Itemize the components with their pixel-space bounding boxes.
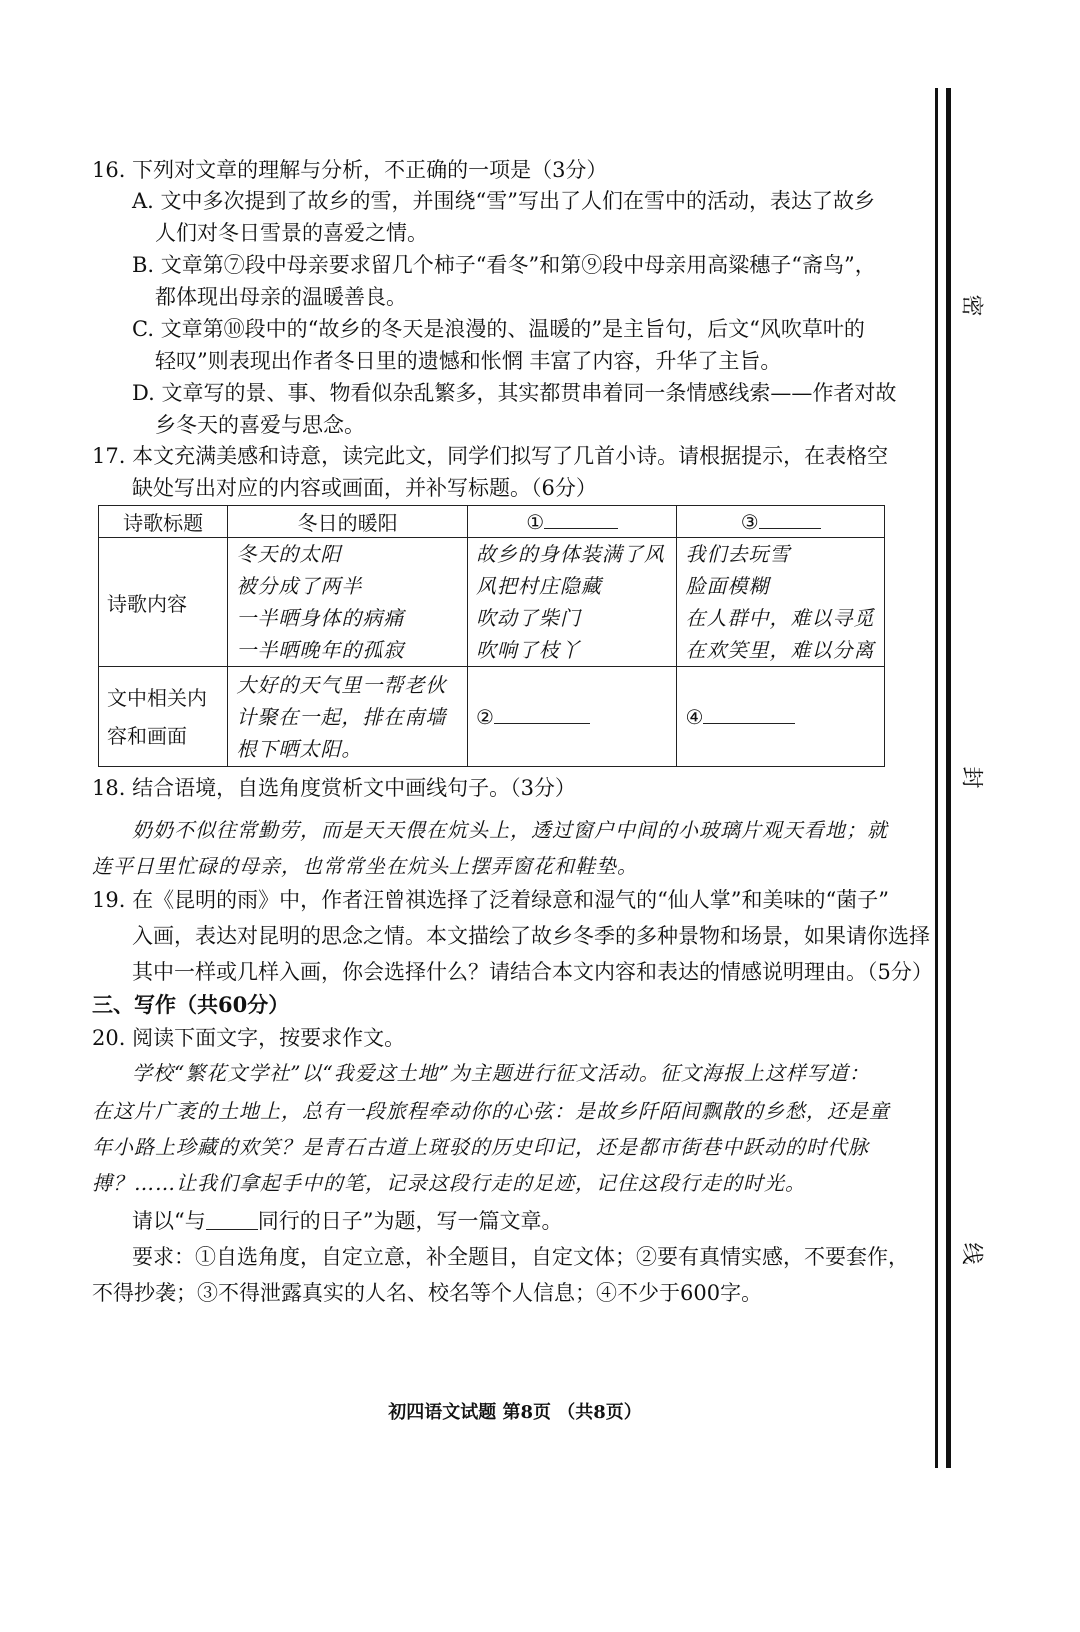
title-blank[interactable] — [206, 1211, 258, 1230]
page-footer: 初四语文试题 第8页 （共8页） — [388, 1402, 642, 1423]
q19-line3: 其中一样或几样入画，你会选择什么？请结合本文内容和表达的情感说明理由。（5分） — [132, 960, 933, 984]
q18-quote-line1: 奶奶不似往常勤劳，而是天天偎在炕头上，透过窗户中间的小玻璃片观天看地；就 — [132, 818, 888, 842]
poem-table-header-row — [99, 506, 885, 538]
q16-stem: 16. 下列对文章的理解与分析，不正确的一项是（3分） — [92, 158, 608, 182]
related-content-row — [99, 667, 885, 767]
q20-title-instruction: 请以“与 同行的日子”为题，写一篇文章。 — [132, 1209, 563, 1233]
answer-blank-4[interactable] — [703, 705, 795, 724]
q17-stem-line2: 缺处写出对应的内容或画面，并补写标题。（6分） — [132, 476, 597, 500]
seal-mark-mi: 密 — [958, 294, 984, 317]
poem-2-content: 故乡的身体装满了风 风把村庄隐藏 吹动了柴门 吹响了枝丫 — [467, 538, 677, 667]
q20-requirements-line2: 不得抄袭；③不得泄露真实的人名、校名等个人信息；④不少于600字。 — [92, 1281, 763, 1305]
q16-option-a-line2: 人们对冬日雪景的喜爱之情。 — [155, 221, 428, 245]
binding-line-inner — [935, 88, 938, 1468]
row-label-poem-content: 诗歌内容 — [99, 538, 228, 667]
row-label-related-content: 文中相关内 容和画面 — [99, 667, 228, 767]
section-3-heading: 三、写作（共60分） — [92, 992, 290, 1017]
q16-option-d-line2: 乡冬天的喜爱与思念。 — [155, 413, 365, 437]
q19-line2: 入画，表达对昆明的思念之情。本文描绘了故乡冬季的多种景物和场景，如果请你选择 — [132, 924, 930, 948]
q20-prompt-line1: 学校“繁花文学社”以“我爱这土地”为主题进行征文活动。征文海报上这样写道： — [132, 1061, 870, 1085]
poem-table — [98, 505, 885, 767]
answer-blank-2[interactable] — [494, 705, 590, 724]
q20-stem: 20. 阅读下面文字，按要求作文。 — [92, 1026, 406, 1050]
q20-prompt-line3: 年小路上珍藏的欢笑？是青石古道上斑驳的历史印记，还是都市街巷中跃动的时代脉 — [92, 1135, 869, 1159]
binding-line-outer — [946, 88, 951, 1468]
header-poem-title: 诗歌标题 — [99, 506, 228, 538]
answer-blank-1[interactable] — [544, 510, 618, 529]
header-blank-1: ① — [467, 506, 677, 538]
q16-option-d-line1: D. 文章写的景、事、物看似杂乱繁多，其实都贯串着同一条情感线索——作者对故 — [132, 381, 897, 405]
q20-prompt-line4: 搏？……让我们拿起手中的笔，记录这段行走的足迹，记住这段行走的时光。 — [92, 1171, 806, 1195]
q20-prompt-line2: 在这片广袤的土地上，总有一段旅程牵动你的心弦：是故乡阡陌间飘散的乡愁，还是童 — [92, 1099, 890, 1123]
header-blank-3: ③ — [677, 506, 885, 538]
q19-line1: 19. 在《昆明的雨》中，作者汪曾祺选择了泛着绿意和湿气的“仙人掌”和美味的“菌子” — [92, 888, 890, 912]
related-scene-1: 大好的天气里一帮老伙 计聚在一起，排在南墙 根下晒太阳。 — [228, 667, 468, 767]
seal-mark-xian: 线 — [958, 1242, 984, 1265]
q17-stem-line1: 17. 本文充满美感和诗意，读完此文，同学们拟写了几首小诗。请根据提示，在表格空 — [92, 444, 889, 468]
poem-1-content: 冬天的太阳 被分成了两半 一半晒身体的病痛 一半晒晚年的孤寂 — [228, 538, 468, 667]
q16-option-b-line2: 都体现出母亲的温暖善良。 — [155, 285, 407, 309]
q16-option-c-line2: 轻叹”则表现出作者冬日里的遗憾和怅惘 丰富了内容，升华了主旨。 — [155, 349, 782, 373]
q16-option-c-line1: C. 文章第⑩段中的“故乡的冬天是浪漫的、温暖的”是主旨句，后文“风吹草叶的 — [132, 317, 865, 341]
seal-mark-feng: 封 — [958, 766, 984, 789]
q16-option-a-line1: A. 文中多次提到了故乡的雪，并围绕“雪”写出了人们在雪中的活动，表达了故乡 — [132, 189, 875, 213]
answer-blank-3[interactable] — [759, 510, 821, 529]
poem-3-content: 我们去玩雪 脸面模糊 在人群中，难以寻觅 在欢笑里，难以分离 — [677, 538, 885, 667]
poem-content-row — [99, 538, 885, 667]
related-scene-4: ④ — [677, 667, 885, 767]
q20-requirements-line1: 要求：①自选角度，自定立意，补全题目，自定文体；②要有真情实感，不要套作， — [132, 1245, 909, 1269]
q18-quote-line2: 连平日里忙碌的母亲，也常常坐在炕头上摆弄窗花和鞋垫。 — [92, 854, 638, 878]
q18-stem: 18. 结合语境，自选角度赏析文中画线句子。（3分） — [92, 776, 576, 800]
q16-option-b-line1: B. 文章第⑦段中母亲要求留几个柿子“看冬”和第⑨段中母亲用高粱穗子“斋鸟”， — [132, 253, 876, 277]
related-scene-2: ② — [467, 667, 677, 767]
header-winter-sun: 冬日的暖阳 — [228, 506, 468, 538]
